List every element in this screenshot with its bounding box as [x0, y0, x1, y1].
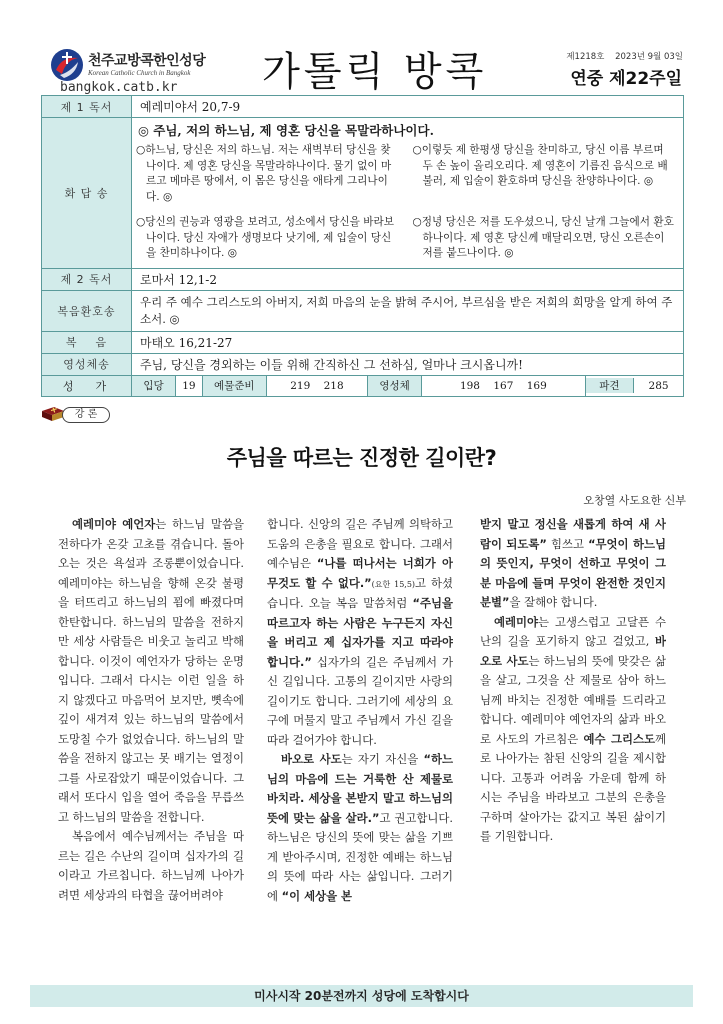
preacher-name: 오창열 사도요한 신부 [583, 494, 686, 507]
hymn-dismissal-number: 285 [648, 379, 669, 392]
church-url[interactable]: bangkok.catb.kr [60, 80, 178, 95]
hymn-dismissal-cell [585, 375, 683, 396]
hymn-offertory-numbers: 219 218 [266, 375, 367, 396]
liturgical-week: 연중 제22주일 [570, 69, 682, 89]
psalm-label: 화 답 송 [42, 118, 132, 269]
paragraph-text: 는 자기 자신을 [341, 752, 424, 766]
gospel-value: 마태오 16,21-27 [132, 331, 684, 353]
church-name-en: Korean Catholic Church in Bangkok [88, 69, 191, 77]
issue-info [558, 50, 683, 62]
sermon-paragraph [267, 515, 453, 750]
hymns-label: 성가 [42, 375, 132, 396]
scripture-quote: “주님을 따르고자 하는 사람은 누구든지 자신을 버리고 제 십자가를 지고 따라야 합니다.” [267, 596, 453, 669]
scripture-quote: “하느님의 마음에 드는 거룩한 산 제물로 바치라. 세상을 본받지 말고 하느님의 뜻에 맞는 삶을 살라.” [267, 752, 453, 825]
psalm-verse: ○이렇듯 제 한평생 당신을 찬미하고, 당신 이름 부르며 두 손 높이 올리오리다. 제 영혼이 기름진 음식으로 배불러, 제 입술이 환호하며 당신을 찬양하나이다. ◎ [412, 144, 668, 187]
communion-antiphon-label: 영성체송 [42, 353, 132, 375]
scripture-quote: “이 세상을 본 [281, 888, 353, 903]
alleluia-value: 우리 주 예수 그리스도의 아버지, 저희 마음의 눈을 밝혀 주시어, 부르심을 받은 저희의 희망을 알게 하여 주소서. ◎ [132, 290, 684, 331]
issue-date: 2023년 9월 03일 [615, 52, 683, 62]
emphasis-name: 예수 그리스도 [583, 731, 655, 746]
psalm-verses [132, 143, 683, 268]
issue-number: 제1218호 [566, 52, 605, 62]
scripture-quote: “나를 떠나서는 너희가 아무것도 할 수 없다.” [267, 556, 453, 590]
sermon-paragraph [480, 613, 666, 847]
hymn-entrance-number: 19 [176, 375, 203, 396]
sermon-column-2 [267, 515, 453, 975]
paragraph-text: 께로 나아가는 참된 신앙의 길을 제시합니다. 고통과 어려움 가운데 함께 하시는 주님을 바라보고 그분의 은총을 구하며 살아가는 값지고 복된 삶이기를 기원합니다. [480, 731, 666, 843]
sermon-paragraph [480, 515, 666, 613]
second-reading-label: 제 2 독서 [42, 268, 132, 290]
paragraph-text: 는 하느님 말씀을 전하다가 온갖 고초를 겪습니다. 돌아오는 것은 욕설과 조롱뿐이었습니다. 예레미야는 하느님을 향해 온갖 불평을 터뜨리고 하느님의 꾐에 빠졌다며 한탄합니다. 하느님의 말씀을 전하지만 세상 사람들은 비웃고 놀리고 박해합니다. 이것이 예언자가 당하는 운명입니다. 그래서 다시는 이런 일을 하지 않겠다고 마음먹어 보지만, 뼛속에 깊이 새겨져 있는 하느님의 말씀에서 도망칠 수가 없었습니다. 하느님의 말씀을 전하지 않고는 못 배기는 열정이 그를 사로잡았기 때문이었습니다. 그래서 또다시 입을 열어 죽음을 무릅쓰고 하느님의 말씀을 전합니다. [58, 517, 244, 824]
hymn-communion-label: 영성체 [368, 375, 422, 396]
scripture-quote: “무엇이 하느님의 뜻인지, 무엇이 선하고 무엇이 그분 마음에 들며 무엇이 완전한 것인지 분별” [480, 536, 666, 609]
readings-table [41, 95, 684, 397]
psalm-cell [132, 118, 684, 269]
church-logo-icon [50, 48, 84, 82]
paragraph-text: 힘쓰고 [546, 536, 589, 551]
emphasis-name: 예레미야 [494, 614, 539, 629]
communion-antiphon-value: 주님, 당신을 경외하는 이들 위해 간직하신 그 선하심, 얼마나 크시옵니까! [132, 353, 684, 375]
paragraph-text: 는 고생스럽고 고달픈 수난의 길을 포기하지 않고 걸었고, [480, 614, 666, 648]
sermon-tag: 강 론 [62, 407, 110, 423]
paragraph-text: 합니다. 신앙의 길은 주님께 의탁하고 도움의 은총을 필요로 합니다. 그래서 예수님은 [267, 517, 453, 570]
scripture-reference: (요한 15,5) [371, 579, 416, 589]
sermon-paragraph [58, 515, 244, 827]
church-name-ko: 천주교방콕한인성당 [88, 53, 206, 69]
paragraph-text: 고 하셨습니다. 오늘 복음 말씀처럼 [267, 575, 453, 610]
scripture-quote: 받지 말고 정신을 새롭게 하여 새 사람이 되도록” [480, 517, 666, 551]
first-reading-label: 제 1 독서 [42, 96, 132, 118]
alleluia-label: 복음환호송 [42, 290, 132, 331]
sermon-column-3 [480, 515, 666, 975]
psalm-verse: ○정녕 당신은 저를 도우셨으니, 당신 날개 그늘에서 환호하나이다. 제 영혼 당신께 매달리오면, 당신 오른손이 저를 붙드나이다. ◎ [412, 216, 674, 259]
psalm-verse: ○당신의 권능과 영광을 보려고, 성소에서 당신을 바라보나이다. 당신 자애가 생명보다 낫기에, 제 입술이 당신을 찬미하나이다. ◎ [136, 216, 394, 259]
psalm-verse: ○하느님, 당신은 저의 하느님. 저는 새벽부터 당신을 찾나이다. 제 영혼 당신을 목말라하나이다. 물기 없이 마르고 메마른 땅에서, 이 몸은 당신을 애타게 그리나이다. ◎ [136, 144, 392, 203]
sermon-paragraph [267, 750, 453, 906]
emphasis-name: 바오로 사도 [480, 634, 666, 668]
psalm-response: ◎ 주님, 저의 하느님, 제 영혼 당신을 목말라하나이다. [138, 123, 434, 138]
second-reading-value: 로마서 12,1-2 [132, 268, 684, 290]
paragraph-text: 복음에서 예수님께서는 주님을 따르는 길은 수난의 길이며 십자가의 길이라고 가르칩니다. 하느님께 나아가려면 세상과의 타협을 끊어버려야 [58, 829, 244, 902]
hymn-dismissal-label: 파견 [586, 378, 634, 393]
sermon-title: 주님을 따르는 진정한 길이란? [226, 446, 497, 470]
hymn-offertory-label: 예물준비 [202, 375, 266, 396]
emphasis-name: 바오로 사도 [281, 752, 342, 766]
gospel-label: 복 음 [42, 331, 132, 353]
hymn-communion-numbers: 198 167 169 [422, 375, 586, 396]
footer-notice: 미사시작 20분전까지 성당에 도착합시다 [30, 985, 693, 1007]
first-reading-value: 예레미야서 20,7-9 [132, 96, 684, 118]
paragraph-text: 고 권고합니다. 하느님은 당신의 뜻에 맞는 삶을 기쁘게 받아주시며, 진정한 예배는 하느님의 뜻에 따라 사는 삶입니다. 그러기에 [267, 810, 453, 903]
hymns-row [42, 375, 684, 396]
paragraph-text: 십자가의 길은 주님께서 가신 길입니다. 고통의 길이지만 사랑의 길이기도 합니다. 그러기에 세상의 요구에 머물지 말고 주님께서 가신 길을 따라 걸어가야 합니다. [267, 654, 453, 747]
paragraph-text: 는 하느님의 뜻에 맞갖은 삶을 살고, 그것을 산 제물로 삼아 하느님께 바치는 진정한 예배를 드리라고 합니다. 예레미야 예언자의 삶과 바오로 사도의 가르침은 [480, 653, 666, 746]
masthead-title: 가톨릭 방콕 [262, 49, 488, 95]
sermon-paragraph [58, 827, 244, 905]
sermon-column-1 [58, 515, 244, 975]
hymn-entrance-label: 입당 [132, 375, 176, 396]
paragraph-text: 을 잘해야 합니다. [509, 595, 598, 609]
emphasis-name: 예레미야 예언자 [72, 517, 156, 531]
